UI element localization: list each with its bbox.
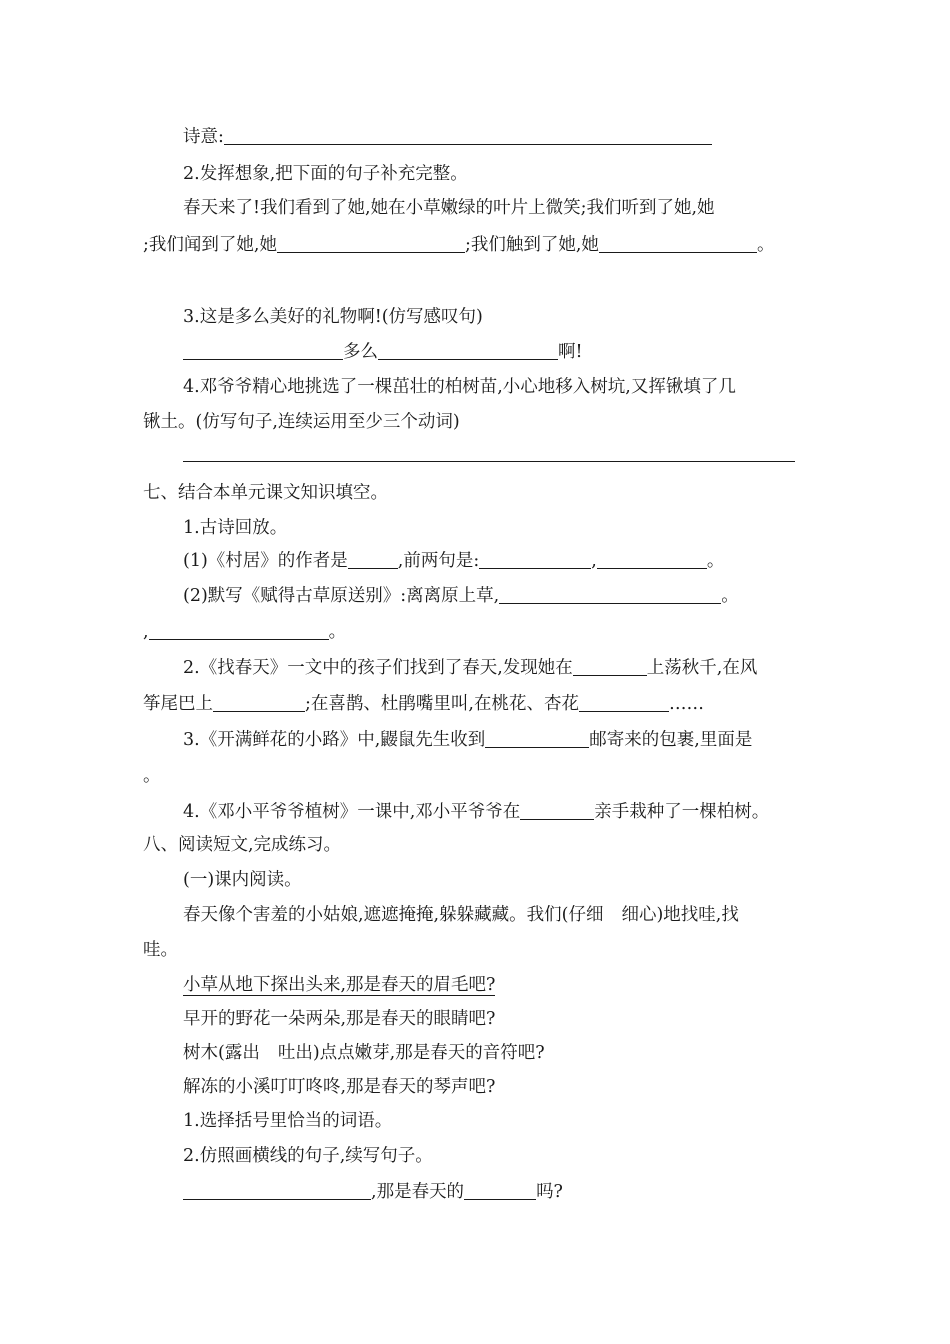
touch-blank[interactable] xyxy=(599,234,757,253)
q6-4-answer-line[interactable] xyxy=(183,461,795,462)
poem-meaning-line xyxy=(183,125,712,149)
passage-underlined-sentence: 小草从地下探出头来,那是春天的眉毛吧? xyxy=(183,975,496,995)
kite-blank[interactable] xyxy=(213,693,305,712)
q6-3-prompt: 3.这是多么美好的礼物啊!(仿写感叹句) xyxy=(183,307,483,327)
q7-4-line: 4.《邓小平爷爷植树》一课中,邓小平爷爷在 亲手栽种了一棵柏树。 xyxy=(183,802,770,822)
passage-line1: 春天像个害羞的小姑娘,遮遮掩掩,躲躲藏藏。我们(仔细 细心)地找哇,找 xyxy=(183,905,739,925)
q7-1-2-line: (2)默写《赋得古草原送别》:离离原上草, 。 xyxy=(183,586,739,606)
exclaim-blank-1[interactable] xyxy=(183,341,343,360)
q8-1-prompt: 1.选择括号里恰当的词语。 xyxy=(183,1111,393,1131)
q7-2-line1: 2.《找春天》一文中的孩子们找到了春天,发现她在 上荡秋千,在风 xyxy=(183,658,758,678)
continue-blank-2[interactable] xyxy=(464,1181,536,1200)
passage-line2: 哇。 xyxy=(143,940,178,960)
q6-2-sentence-line1: 春天来了!我们看到了她,她在小草嫩绿的叶片上微笑;我们听到了她,她 xyxy=(183,198,715,218)
q7-1-1-line: (1)《村居》的作者是 ,前两句是: , 。 xyxy=(183,551,725,571)
q6-3-answer-line: 多么 啊! xyxy=(183,340,583,364)
poem-blank-2[interactable] xyxy=(149,621,329,640)
continue-blank-1[interactable] xyxy=(183,1181,371,1200)
q6-4-prompt-line1: 4.邓爷爷精心地挑选了一棵茁壮的柏树苗,小心地移入树坑,又挥锹填了几 xyxy=(183,377,736,397)
reading-1-heading: (一)课内阅读。 xyxy=(183,870,302,890)
q7-1-2-line2: , 。 xyxy=(143,622,347,642)
exclaim-blank-2[interactable] xyxy=(378,341,558,360)
q7-3-line2: 。 xyxy=(143,766,161,786)
sender-blank[interactable] xyxy=(485,729,589,748)
passage-line4: 早开的野花一朵两朵,那是春天的眼睛吧? xyxy=(183,1009,496,1029)
q7-1-heading: 1.古诗回放。 xyxy=(183,518,288,538)
smell-blank[interactable] xyxy=(277,234,465,253)
q7-2-line2: 筝尾巴上 ;在喜鹊、杜鹃嘴里叫,在桃花、杏花 …… xyxy=(143,694,704,714)
poem-meaning-blank[interactable] xyxy=(224,126,712,145)
poem-blank-1[interactable] xyxy=(499,585,721,604)
flower-blank[interactable] xyxy=(579,693,669,712)
second-line-blank[interactable] xyxy=(597,550,707,569)
first-line-blank[interactable] xyxy=(479,550,591,569)
q8-2-prompt: 2.仿照画横线的句子,续写句子。 xyxy=(183,1146,433,1166)
q6-2-sentence-line2: ;我们闻到了她,她 ;我们触到了她,她 。 xyxy=(143,235,775,255)
q8-2-answer-line: ,那是春天的 吗? xyxy=(183,1180,563,1204)
swing-blank[interactable] xyxy=(573,657,647,676)
q6-4-prompt-line2: 锹土。(仿写句子,连续运用至少三个动词) xyxy=(143,412,460,432)
passage-line5: 树木(露出 吐出)点点嫩芽,那是春天的音符吧? xyxy=(183,1043,545,1063)
poem-meaning-label: 诗意: xyxy=(183,127,224,147)
section-7-heading: 七、结合本单元课文知识填空。 xyxy=(143,483,388,503)
passage-line6: 解冻的小溪叮叮咚咚,那是春天的琴声吧? xyxy=(183,1077,496,1097)
place-blank[interactable] xyxy=(520,801,594,820)
section-8-heading: 八、阅读短文,完成练习。 xyxy=(143,835,342,855)
q7-3-line1: 3.《开满鲜花的小路》中,鼹鼠先生收到 邮寄来的包裹,里面是 xyxy=(183,730,753,750)
author-blank[interactable] xyxy=(348,550,398,569)
q6-2-prompt: 2.发挥想象,把下面的句子补充完整。 xyxy=(183,164,468,184)
